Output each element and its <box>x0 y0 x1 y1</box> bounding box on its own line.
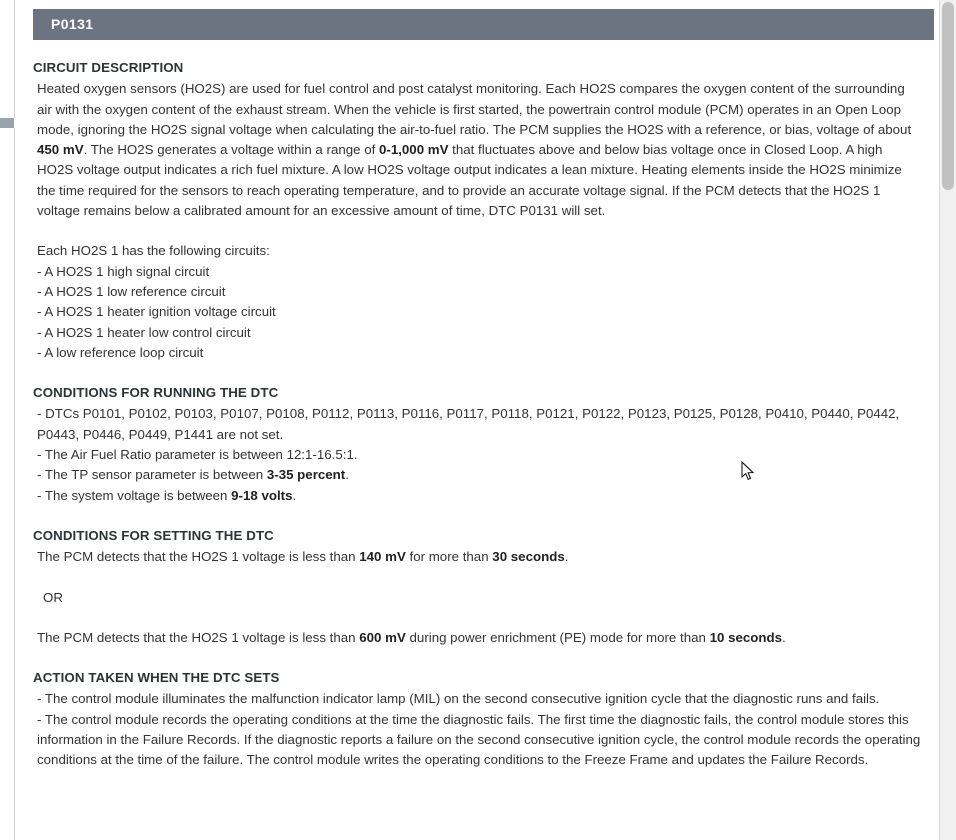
section-conditions-running <box>33 383 921 506</box>
setting-time-threshold-2: 10 seconds <box>709 629 783 645</box>
action-taken-list <box>33 689 921 770</box>
section-title-conditions-setting: CONDITIONS FOR SETTING THE DTC <box>33 527 274 543</box>
setting-line2-text-a: The PCM detects that the HO2S 1 voltage is less than <box>37 629 360 645</box>
gutter-strip-bottom <box>0 128 15 840</box>
setting-line2-text-b: during power enrichment (PE) mode for more than <box>405 629 710 645</box>
circuits-list <box>33 262 921 363</box>
conditions-setting-or: OR <box>43 589 63 605</box>
tp-sensor-text-b: . <box>345 467 349 483</box>
bias-voltage-value: 450 mV <box>37 142 84 158</box>
air-fuel-ratio-text: The Air Fuel Ratio parameter is between 12:1-16.5:1. <box>44 447 358 463</box>
left-gutter <box>0 0 14 840</box>
setting-time-threshold-1: 30 seconds <box>492 549 565 565</box>
spacer-4 <box>33 648 921 668</box>
gutter-strip-top <box>0 0 15 118</box>
circuit-description-text-b: . The HO2S generates a voltage within a range of <box>83 142 379 158</box>
list-item: - DTCs P0101, P0102, P0103, P0107, P0108, P0112, P0113, P0116, P0117, P0118, P0121, P0122, P0123, P0125, P0128, P0410, P0440, P0442, P0443, P0446, P0449, P1441 are not set. <box>37 404 921 445</box>
system-voltage-text-b: . <box>292 487 297 503</box>
section-circuits-list <box>33 241 921 363</box>
tp-sensor-value: 3-35 percent <box>266 467 346 483</box>
section-title-circuit-description: CIRCUIT DESCRIPTION <box>33 60 184 75</box>
spacer-1 <box>33 221 921 241</box>
setting-line1-text-a: The PCM detects that the HO2S 1 voltage is less than <box>37 549 360 565</box>
setting-voltage-threshold-2: 600 mV <box>359 629 406 645</box>
setting-line1-text-b: for more than <box>405 549 493 565</box>
section-circuit-description <box>33 58 921 221</box>
section-title-action-taken: ACTION TAKEN WHEN THE DTC SETS <box>33 670 280 686</box>
circuit-description-text-c: that fluctuates above and below bias voltage once in Closed Loop. A high HO2S voltage output indicates a rich fuel mixture. A low HO2S voltage output indicates a lean mixture. Heating elements inside the HO2S minimize the time required for the sensors to reach operating temperature, and to provide an accurate voltage signal. If the PCM detects that the HO2S 1 voltage remains below a calibrated amount for an excessive amount of time, DTC P0131 will set. <box>37 142 902 219</box>
list-item: - A low reference loop circuit <box>37 343 921 363</box>
scrollbar-thumb[interactable] <box>942 2 954 190</box>
vertical-scrollbar[interactable] <box>939 0 956 840</box>
document-content <box>15 0 939 840</box>
conditions-setting-line-1 <box>33 547 921 567</box>
dtc-code-header: P0131 <box>33 9 934 40</box>
circuit-description-paragraph <box>33 79 921 221</box>
system-voltage-text-a: The system voltage is between <box>44 487 232 503</box>
section-conditions-setting <box>33 526 921 648</box>
section-title-conditions-running: CONDITIONS FOR RUNNING THE DTC <box>33 385 279 401</box>
gutter-strip-marker <box>0 118 14 128</box>
setting-line2-text-c: . <box>782 629 786 645</box>
list-item: - A HO2S 1 heater low control circuit <box>37 323 921 343</box>
list-item: - The control module illuminates the malfunction indicator lamp (MIL) on the second consecutive ignition cycle that the diagnostic runs and fails. <box>37 689 921 709</box>
spacer-2 <box>33 363 921 383</box>
circuit-description-text-a: Heated oxygen sensors (HO2S) are used for fuel control and post catalyst monitoring. Each HO2S compares the oxygen content of the surrounding air with the oxygen content of the exhaust stream. When the vehicle is first started, the powertrain control module (PCM) operates in an Open Loop mode, ignoring the HO2S signal voltage when calculating the air-to-fuel ratio. The PCM supplies the HO2S with a reference, or bias, voltage of about <box>37 81 912 137</box>
list-item <box>37 486 921 506</box>
spacer-or-above <box>33 568 921 588</box>
system-voltage-value: 9-18 volts <box>231 487 293 503</box>
setting-voltage-threshold-1: 140 mV <box>359 549 406 565</box>
conditions-setting-line-2 <box>33 628 921 648</box>
spacer-or-below <box>33 608 921 628</box>
section-action-taken <box>33 668 921 770</box>
spacer-3 <box>33 506 921 526</box>
list-item: - A HO2S 1 heater ignition voltage circuit <box>37 302 921 322</box>
list-item: - A HO2S 1 low reference circuit <box>37 282 921 302</box>
setting-line1-text-c: . <box>564 549 569 565</box>
list-item <box>37 465 921 485</box>
circuits-intro: Each HO2S 1 has the following circuits: <box>37 243 270 259</box>
voltage-range-value: 0-1,000 mV <box>379 142 449 158</box>
tp-sensor-text-a: The TP sensor parameter is between <box>44 467 267 483</box>
document-body <box>33 58 921 771</box>
list-item: - The control module records the operating conditions at the time the diagnostic fails. The first time the diagnostic fails, the control module stores this information in the Failure Records. If the diagnostic reports a failure on the second consecutive ignition cycle, the control module records the operating conditions at the time of the failure. The control module writes the operating conditions to the Freeze Frame and updates the Failure Records. <box>37 710 921 771</box>
list-item <box>37 445 921 465</box>
list-item: - A HO2S 1 high signal circuit <box>37 262 921 282</box>
conditions-running-list <box>33 404 921 505</box>
